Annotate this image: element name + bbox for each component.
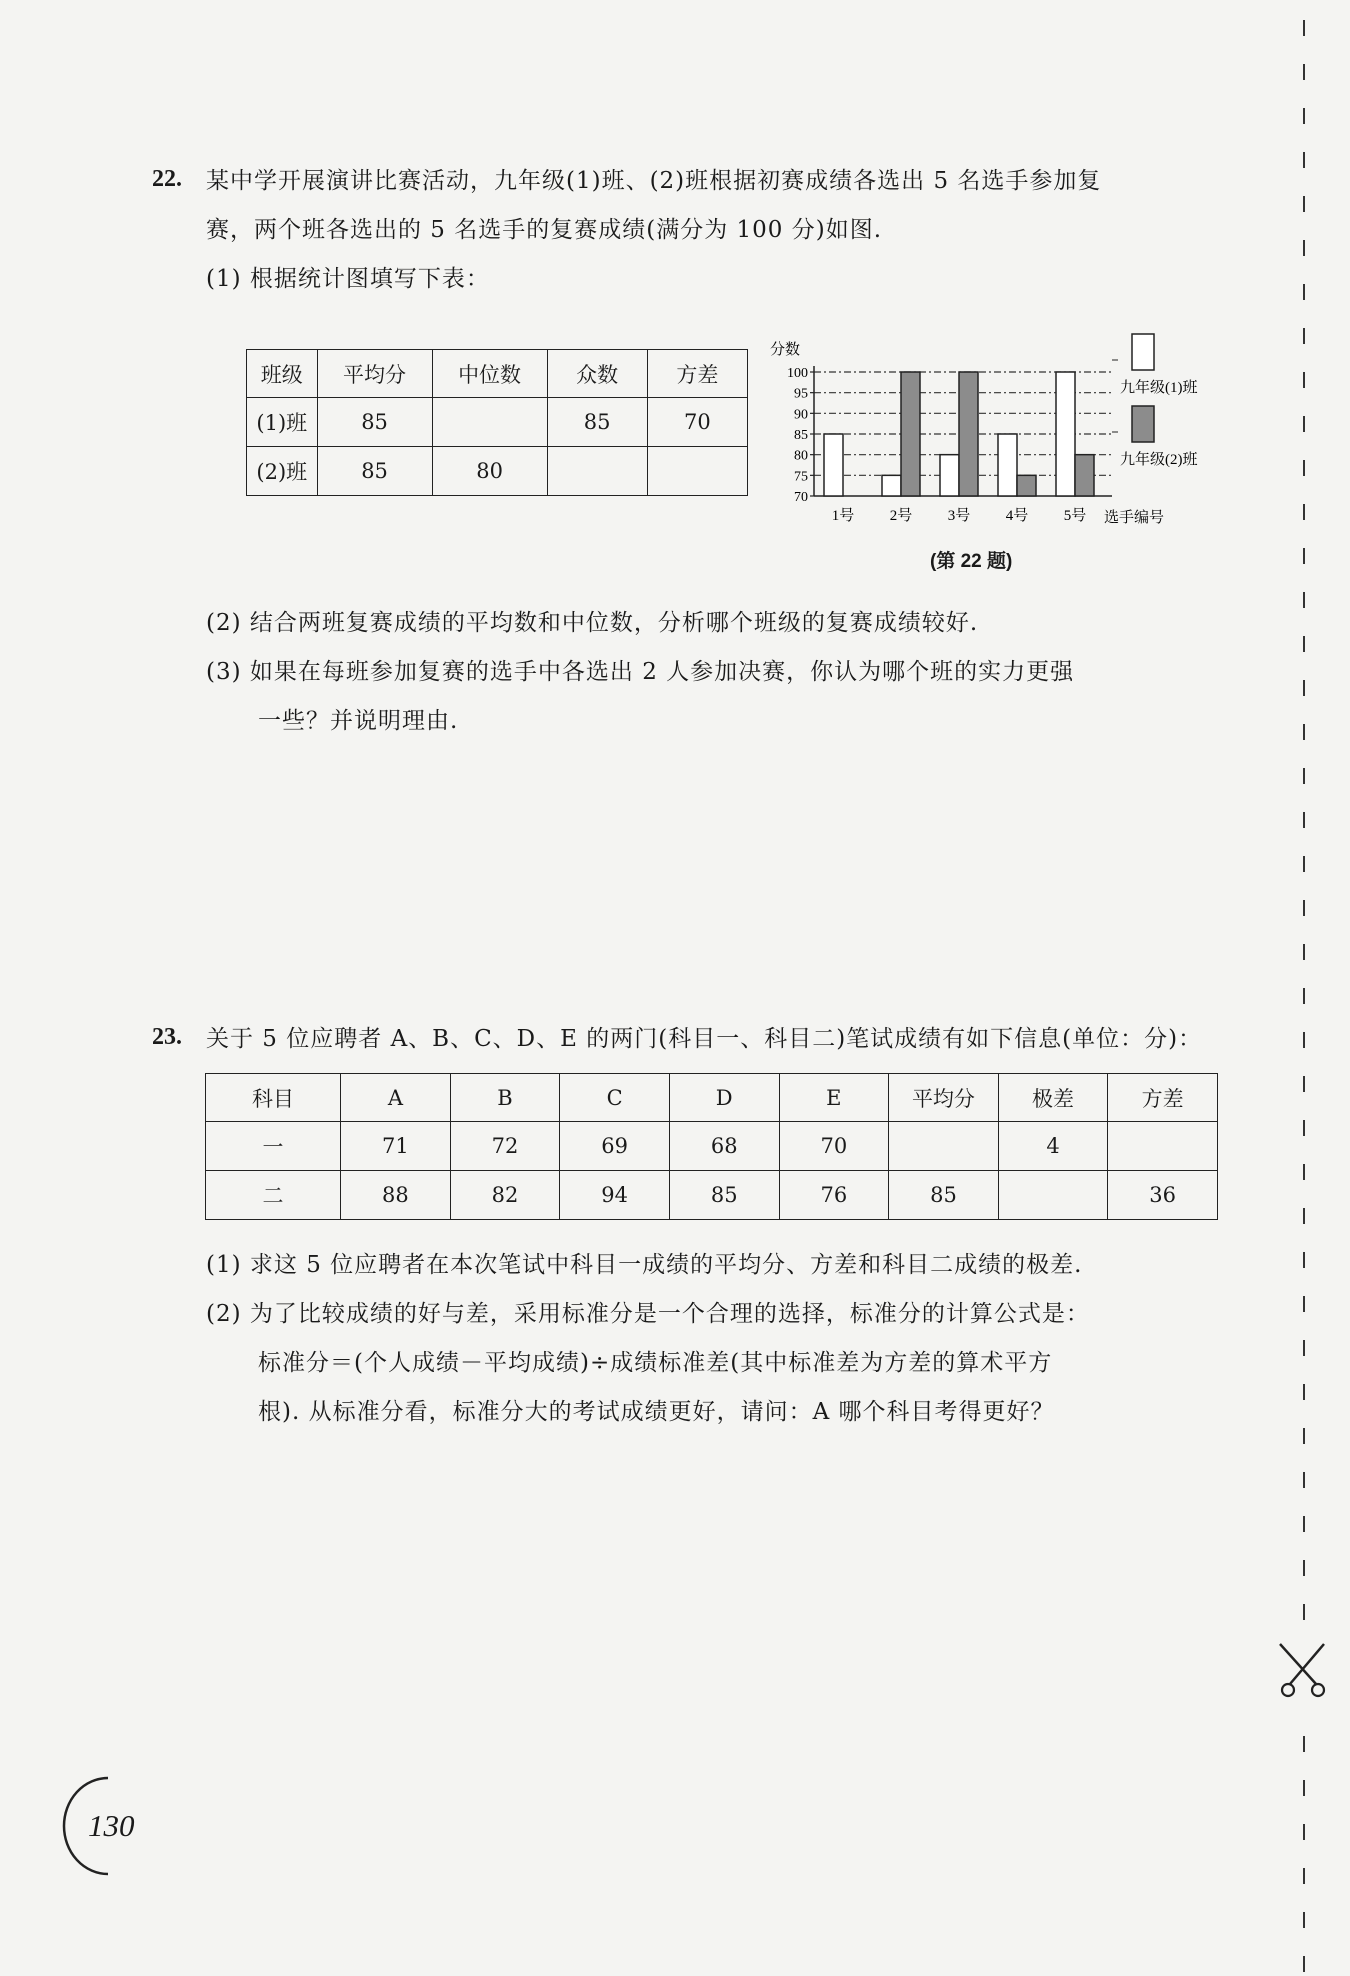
y-tick-label: 95 xyxy=(794,386,808,402)
table-cell: 一 xyxy=(206,1122,341,1171)
cut-line-dash xyxy=(1303,812,1305,828)
cut-line-dash xyxy=(1303,1384,1305,1400)
table-cell: 70 xyxy=(779,1122,889,1171)
header-cell: 方差 xyxy=(647,350,747,398)
cut-line-dash xyxy=(1303,900,1305,916)
table-cell: 85 xyxy=(889,1171,999,1220)
y-tick-label: 100 xyxy=(787,366,808,381)
q23-line1: 关于 5 位应聘者 A、B、C、D、E 的两门(科目一、科目二)笔试成绩有如下信息(单位：分)： xyxy=(206,1026,1203,1052)
bar-class2 xyxy=(959,372,978,496)
cut-line-dash xyxy=(1303,592,1305,608)
q22-line1: 某中学开展演讲比赛活动，九年级(1)班、(2)班根据初赛成绩各选出 5 名选手参加复 xyxy=(206,168,1102,194)
bar-class2 xyxy=(901,372,920,496)
cut-line-dash xyxy=(1303,768,1305,784)
cut-line-dash xyxy=(1303,152,1305,168)
q22-score-table xyxy=(246,349,748,496)
header-cell: 平均分 xyxy=(317,350,432,398)
cut-line-dash xyxy=(1303,1604,1305,1620)
header-cell: C xyxy=(560,1074,670,1122)
q23-part2-line1: (2) 为了比较成绩的好与差，采用标准分是一个合理的选择，标准分的计算公式是： xyxy=(206,1301,1090,1327)
x-tick-label: 3号 xyxy=(947,508,971,524)
table-cell: 70 xyxy=(647,398,747,447)
q23-number: 23. xyxy=(152,1024,182,1050)
q22-number: 22. xyxy=(152,166,182,192)
table-cell xyxy=(432,398,547,447)
cut-line-dash xyxy=(1303,1912,1305,1928)
table-cell xyxy=(889,1122,999,1171)
x-tick-label: 5号 xyxy=(1063,508,1087,524)
x-tick-label: 4号 xyxy=(1005,508,1029,524)
header-cell: D xyxy=(669,1074,779,1122)
cut-line-dash xyxy=(1303,680,1305,696)
legend-label: 九年级(1)班 xyxy=(1120,380,1198,396)
header-cell: 中位数 xyxy=(432,350,547,398)
cut-line-dash xyxy=(1303,636,1305,652)
cut-line-dash xyxy=(1303,1956,1305,1972)
q22-part2: (2) 结合两班复赛成绩的平均数和中位数，分析哪个班级的复赛成绩较好. xyxy=(206,610,979,636)
page-number: 130 xyxy=(88,1808,135,1843)
table-cell: 80 xyxy=(432,447,547,496)
cut-line-dash xyxy=(1303,1340,1305,1356)
header-cell: 众数 xyxy=(547,350,647,398)
cut-line-dash xyxy=(1303,20,1305,36)
cut-line-dash xyxy=(1303,1208,1305,1224)
legend-swatch xyxy=(1132,406,1154,442)
table-cell: 94 xyxy=(560,1171,670,1220)
table-cell: 85 xyxy=(547,398,647,447)
y-tick-label: 85 xyxy=(794,428,808,443)
cut-line-dash xyxy=(1303,856,1305,872)
cut-line-dash xyxy=(1303,1824,1305,1840)
cut-line-dash xyxy=(1303,1252,1305,1268)
table-cell xyxy=(547,447,647,496)
q23-part2-line3: 根). 从标准分看，标准分大的考试成绩更好，请问：A 哪个科目考得更好？ xyxy=(258,1399,1055,1425)
table-cell: 68 xyxy=(669,1122,779,1171)
cut-line-dash xyxy=(1303,1296,1305,1312)
cut-line-dash xyxy=(1303,108,1305,124)
y-tick-label: 70 xyxy=(794,490,808,505)
bar-class1 xyxy=(998,434,1017,496)
cut-line-dash xyxy=(1303,1472,1305,1488)
header-cell: B xyxy=(450,1074,560,1122)
q23-part2-line2: 标准分＝(个人成绩－平均成绩)÷成绩标准差(其中标准差为方差的算术平方 xyxy=(258,1350,1053,1376)
q23-score-table xyxy=(205,1073,1218,1220)
cut-line-dash xyxy=(1303,1120,1305,1136)
legend-swatch xyxy=(1132,334,1154,370)
cut-line-dash xyxy=(1303,1560,1305,1576)
cut-line-dash xyxy=(1303,1428,1305,1444)
q22-part1: (1) 根据统计图填写下表： xyxy=(206,266,490,292)
bar-class2 xyxy=(1075,455,1094,496)
table-cell: 69 xyxy=(560,1122,670,1171)
cut-line-dash xyxy=(1303,1076,1305,1092)
header-cell: E xyxy=(779,1074,889,1122)
header-cell: 极差 xyxy=(998,1074,1108,1122)
q22-part3-line1: (3) 如果在每班参加复赛的选手中各选出 2 人参加决赛，你认为哪个班的实力更强 xyxy=(206,659,1075,685)
table-cell: 4 xyxy=(998,1122,1108,1171)
table-cell xyxy=(647,447,747,496)
cut-line-dash xyxy=(1303,724,1305,740)
table-cell: 85 xyxy=(317,447,432,496)
table-cell xyxy=(1108,1122,1218,1171)
cut-line-dash xyxy=(1303,1868,1305,1884)
x-tick-label: 2号 xyxy=(889,508,913,524)
cut-line-dash xyxy=(1303,1164,1305,1180)
table-cell xyxy=(998,1171,1108,1220)
bar-class1 xyxy=(940,455,959,496)
header-cell: 班级 xyxy=(247,350,318,398)
y-tick-label: 80 xyxy=(794,448,808,464)
table-row xyxy=(206,1171,1218,1220)
header-cell: 方差 xyxy=(1108,1074,1218,1122)
table-row xyxy=(247,447,748,496)
bar-class1 xyxy=(824,434,843,496)
y-axis-label: 分数 xyxy=(770,342,801,358)
scissors-icon xyxy=(1276,1640,1332,1700)
table-cell: 88 xyxy=(341,1171,451,1220)
y-tick-label: 90 xyxy=(794,407,808,423)
cut-line-dash xyxy=(1303,1780,1305,1796)
bar-class1 xyxy=(882,475,901,496)
table-cell: 36 xyxy=(1108,1171,1218,1220)
bar-class2 xyxy=(1017,475,1036,496)
table-cell: (2)班 xyxy=(247,447,318,496)
cut-line-dash xyxy=(1303,64,1305,80)
table-cell: 72 xyxy=(450,1122,560,1171)
cut-line-dash xyxy=(1303,1736,1305,1752)
table-cell: 76 xyxy=(779,1171,889,1220)
cut-line-dash xyxy=(1303,460,1305,476)
cut-line-dash xyxy=(1303,372,1305,388)
header-cell: 平均分 xyxy=(889,1074,999,1122)
bar-class1 xyxy=(1056,372,1075,496)
cut-line-dash xyxy=(1303,944,1305,960)
x-tick-label: 1号 xyxy=(831,508,855,524)
table-cell: (1)班 xyxy=(247,398,318,447)
table-cell: 71 xyxy=(341,1122,451,1171)
cut-line-dash xyxy=(1303,548,1305,564)
x-axis-label: 选手编号 xyxy=(1104,510,1165,526)
q23-part1: (1) 求这 5 位应聘者在本次笔试中科目一成绩的平均分、方差和科目二成绩的极差. xyxy=(206,1252,1083,1278)
table-cell: 二 xyxy=(206,1171,341,1220)
cut-line-dash xyxy=(1303,328,1305,344)
header-cell: 科目 xyxy=(206,1074,341,1122)
legend-label: 九年级(2)班 xyxy=(1120,452,1198,468)
header-cell: A xyxy=(341,1074,451,1122)
q22-part3-line2: 一些？并说明理由. xyxy=(258,708,459,734)
cut-line-dash xyxy=(1303,988,1305,1004)
figure-caption: (第 22 题) xyxy=(930,551,1013,572)
table-row xyxy=(206,1122,1218,1171)
table-row xyxy=(247,398,748,447)
cut-line-dash xyxy=(1303,1032,1305,1048)
table-cell: 85 xyxy=(669,1171,779,1220)
table-cell: 82 xyxy=(450,1171,560,1220)
cut-line-dash xyxy=(1303,240,1305,256)
table-cell: 85 xyxy=(317,398,432,447)
cut-line-dash xyxy=(1303,416,1305,432)
score-bar-chart xyxy=(760,330,1240,540)
cut-line-dash xyxy=(1303,504,1305,520)
cut-line-dash xyxy=(1303,196,1305,212)
cut-line-dash xyxy=(1303,284,1305,300)
y-tick-label: 75 xyxy=(794,469,808,485)
cut-line-dash xyxy=(1303,1516,1305,1532)
q22-line2: 赛，两个班各选出的 5 名选手的复赛成绩(满分为 100 分)如图. xyxy=(206,217,883,243)
